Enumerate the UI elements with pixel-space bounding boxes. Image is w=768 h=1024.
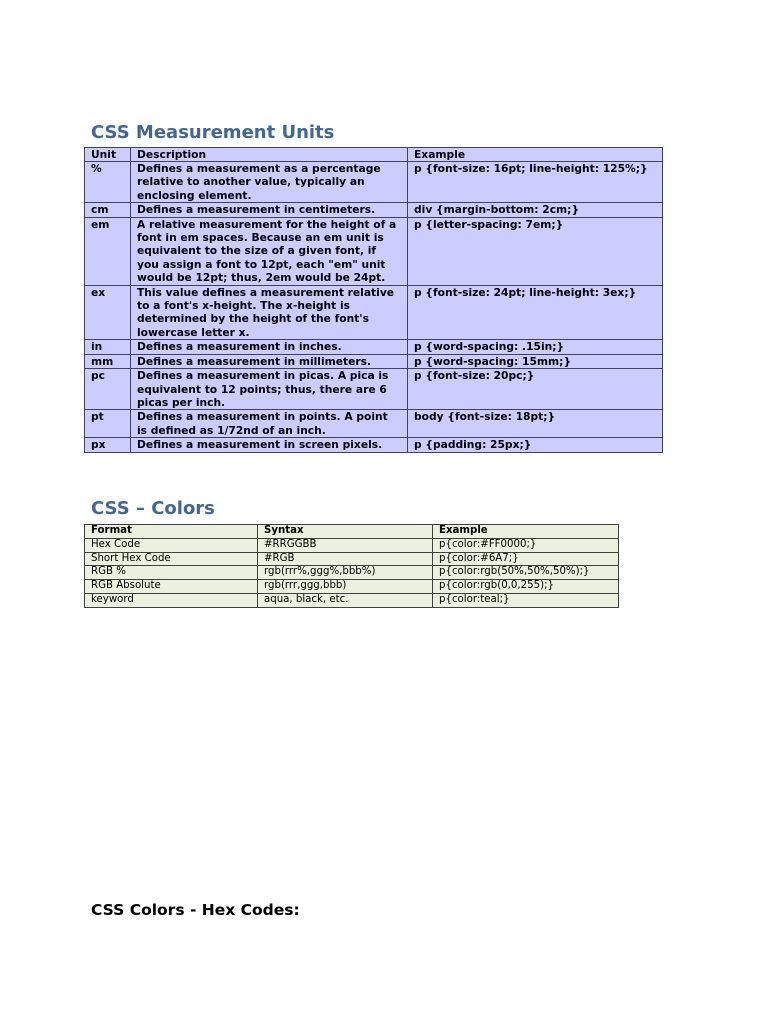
example-cell: p {font-size: 20pc;}	[408, 369, 663, 410]
description-cell: Defines a measurement in inches.	[131, 340, 408, 354]
measurement-units-table	[84, 147, 663, 453]
example-cell: div {margin-bottom: 2cm;}	[408, 203, 663, 217]
example-cell: p {font-size: 16pt; line-height: 125%;}	[408, 162, 663, 203]
description-cell: Defines a measurement in picas. A pica is equivalent to 12 points; thus, there are 6 picas per inch.	[131, 369, 408, 410]
example-cell: p {word-spacing: .15in;}	[408, 340, 663, 354]
colors-table	[84, 524, 619, 608]
table-row	[85, 580, 619, 594]
example-cell: p{color:rgb(0,0,255);}	[433, 580, 619, 594]
syntax-cell: #RRGGBB	[258, 538, 433, 552]
example-cell: p {word-spacing: 15mm;}	[408, 354, 663, 368]
description-cell: Defines a measurement in centimeters.	[131, 203, 408, 217]
unit-column-header: Unit	[85, 148, 131, 162]
syntax-cell: aqua, black, etc.	[258, 593, 433, 607]
table-row	[85, 340, 663, 354]
example-cell: p {letter-spacing: 7em;}	[408, 217, 663, 285]
format-cell: keyword	[85, 593, 258, 607]
format-cell: Short Hex Code	[85, 552, 258, 566]
unit-cell: in	[85, 340, 131, 354]
table-row	[85, 369, 663, 410]
syntax-column-header: Syntax	[258, 525, 433, 539]
unit-cell: ex	[85, 285, 131, 340]
measurement-units-heading: CSS Measurement Units	[91, 122, 335, 143]
table-row	[85, 410, 663, 438]
syntax-cell: rgb(rrr%,ggg%,bbb%)	[258, 566, 433, 580]
table-row	[85, 162, 663, 203]
description-cell: Defines a measurement in screen pixels.	[131, 438, 408, 452]
table-row	[85, 285, 663, 340]
unit-cell: pt	[85, 410, 131, 438]
example-cell: p{color:#6A7;}	[433, 552, 619, 566]
example-cell: body {font-size: 18pt;}	[408, 410, 663, 438]
example-cell: p {font-size: 24pt; line-height: 3ex;}	[408, 285, 663, 340]
table-row	[85, 538, 619, 552]
description-column-header: Description	[131, 148, 408, 162]
description-cell: Defines a measurement as a percentage relative to another value, typically an enclosing element.	[131, 162, 408, 203]
example-cell: p{color:rgb(50%,50%,50%);}	[433, 566, 619, 580]
example-cell: p {padding: 25px;}	[408, 438, 663, 452]
unit-cell: pc	[85, 369, 131, 410]
table-header-row	[85, 148, 663, 162]
format-cell: RGB %	[85, 566, 258, 580]
unit-cell: em	[85, 217, 131, 285]
unit-cell: mm	[85, 354, 131, 368]
table-row	[85, 552, 619, 566]
unit-cell: cm	[85, 203, 131, 217]
table-row	[85, 203, 663, 217]
format-column-header: Format	[85, 525, 258, 539]
example-column-header: Example	[433, 525, 619, 539]
table-row	[85, 566, 619, 580]
description-cell: This value defines a measurement relative to a font's x-height. The x-height is determined by the height of the font's lowercase letter x.	[131, 285, 408, 340]
description-cell: Defines a measurement in points. A point is defined as 1/72nd of an inch.	[131, 410, 408, 438]
table-row	[85, 217, 663, 285]
table-row	[85, 593, 619, 607]
unit-cell: %	[85, 162, 131, 203]
example-cell: p{color:teal;}	[433, 593, 619, 607]
table-row	[85, 354, 663, 368]
format-cell: RGB Absolute	[85, 580, 258, 594]
table-header-row	[85, 525, 619, 539]
unit-cell: px	[85, 438, 131, 452]
example-column-header: Example	[408, 148, 663, 162]
hex-codes-heading: CSS Colors - Hex Codes:	[91, 901, 300, 919]
description-cell: A relative measurement for the height of a font in em spaces. Because an em unit is equivalent to the size of a given font, if you assign a font to 12pt, each "em" unit would be 12pt; thus, 2em would be 24pt.	[131, 217, 408, 285]
format-cell: Hex Code	[85, 538, 258, 552]
description-cell: Defines a measurement in millimeters.	[131, 354, 408, 368]
table-row	[85, 438, 663, 452]
syntax-cell: rgb(rrr,ggg,bbb)	[258, 580, 433, 594]
syntax-cell: #RGB	[258, 552, 433, 566]
colors-heading: CSS – Colors	[91, 498, 215, 519]
example-cell: p{color:#FF0000;}	[433, 538, 619, 552]
